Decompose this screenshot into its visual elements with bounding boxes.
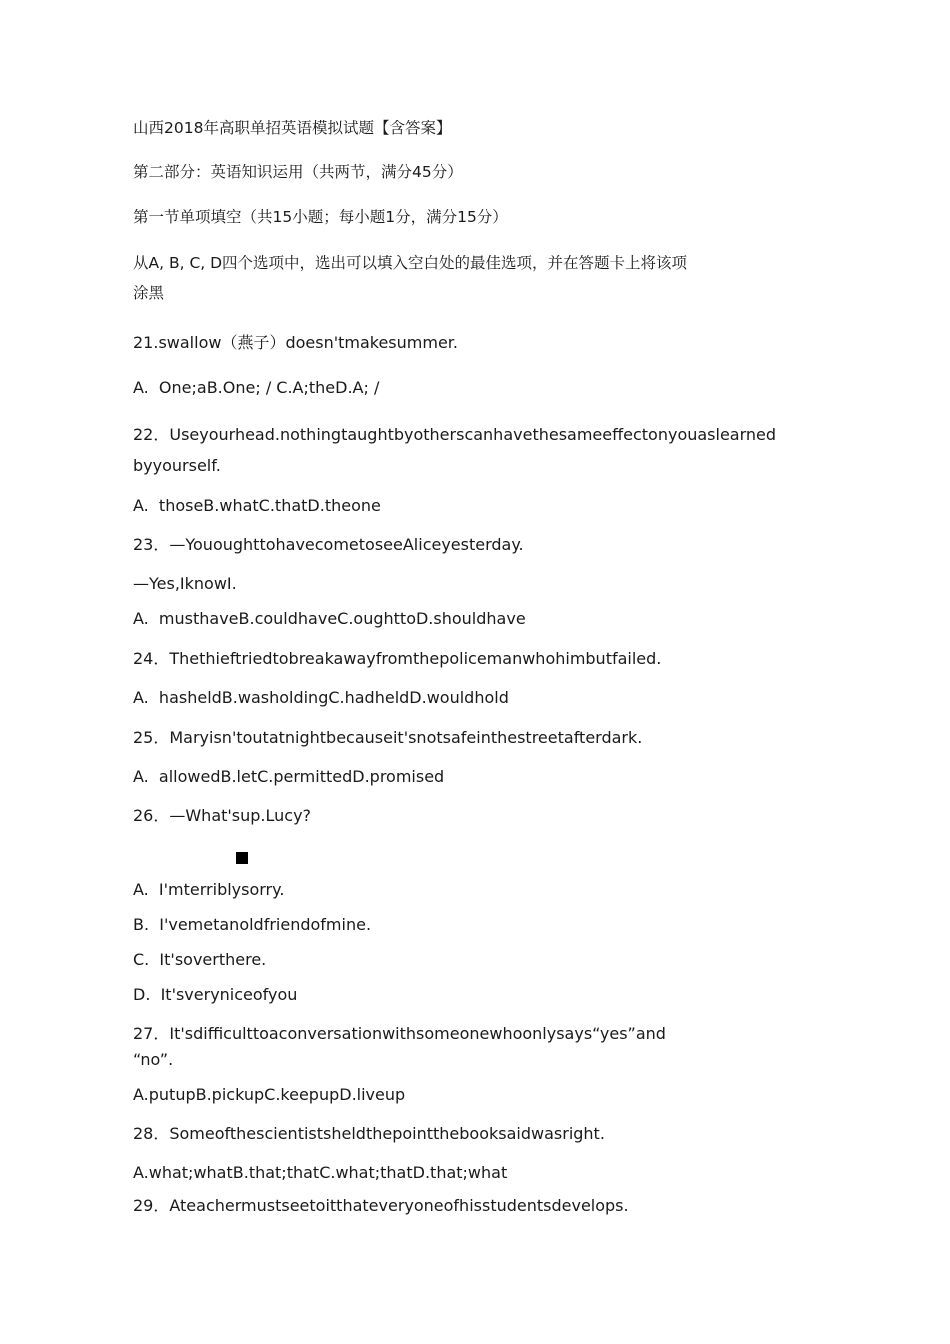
question-26: 26．—What'sup.Lucy? (133, 806, 312, 825)
question-22-line-1: 22．Useyourhead.nothingtaughtbyotherscanhavethesameeffectonyouaslearned (133, 425, 777, 444)
question-23-reply: —Yes,IknowI. (133, 574, 237, 593)
black-square-marker (236, 852, 248, 864)
question-28-options: A.what;whatB.that;thatC.what;thatD.that;what (133, 1163, 508, 1182)
question-24: 24．Thethieftriedtobreakawayfromthepolicemanwhohimbutfailed. (133, 649, 662, 668)
question-25: 25．Maryisn'toutatnightbecauseit'snotsafeinthestreetafterdark. (133, 728, 643, 747)
question-23-options: A. musthaveB.couldhaveC.oughttoD.shouldhave (133, 609, 526, 628)
question-23: 23．—YououghttohavecometoseeAliceyesterday. (133, 535, 524, 554)
question-22-line-2: byyourself. (133, 456, 221, 475)
question-26-option-a: A. I'mterriblysorry. (133, 880, 285, 899)
question-27-options: A.putupB.pickupC.keepupD.liveup (133, 1085, 406, 1104)
section-heading: 第一节单项填空（共15小题；每小题1分，满分15分） (133, 208, 508, 226)
question-26-option-c: C. It'soverthere. (133, 950, 267, 969)
question-21: 21.swallow（燕子）doesn'tmakesummer. (133, 333, 458, 352)
instruction-line-1: 从A, B, C, D四个选项中，选出可以填入空白处的最佳选项，并在答题卡上将该项 (133, 254, 688, 272)
part-heading: 第二部分：英语知识运用（共两节，满分45分） (133, 163, 463, 181)
question-24-options: A. hasheldB.washoldingC.hadheldD.wouldhold (133, 688, 509, 707)
instruction-line-2: 涂黑 (133, 284, 165, 302)
document-title: 山西2018年高职单招英语模拟试题【含答案】 (133, 119, 452, 137)
question-21-options: A. One;aB.One; / C.A;theD.A; / (133, 378, 380, 397)
question-28: 28．Someofthescientistsheldthepointthebooksaidwasright. (133, 1124, 605, 1143)
question-29: 29．Ateachermustseetoitthateveryoneofhisstudentsdevelops. (133, 1196, 629, 1215)
question-27-line-1: 27．It'sdifficulttoaconversationwithsomeonewhoonlysays“yes”and (133, 1024, 666, 1043)
question-26-option-d: D. It'sveryniceofyou (133, 985, 298, 1004)
question-25-options: A. allowedB.letC.permittedD.promised (133, 767, 445, 786)
question-26-option-b: B. I'vemetanoldfriendofmine. (133, 915, 372, 934)
question-22-options: A. thoseB.whatC.thatD.theone (133, 496, 381, 515)
question-27-line-2: “no”. (133, 1050, 174, 1069)
